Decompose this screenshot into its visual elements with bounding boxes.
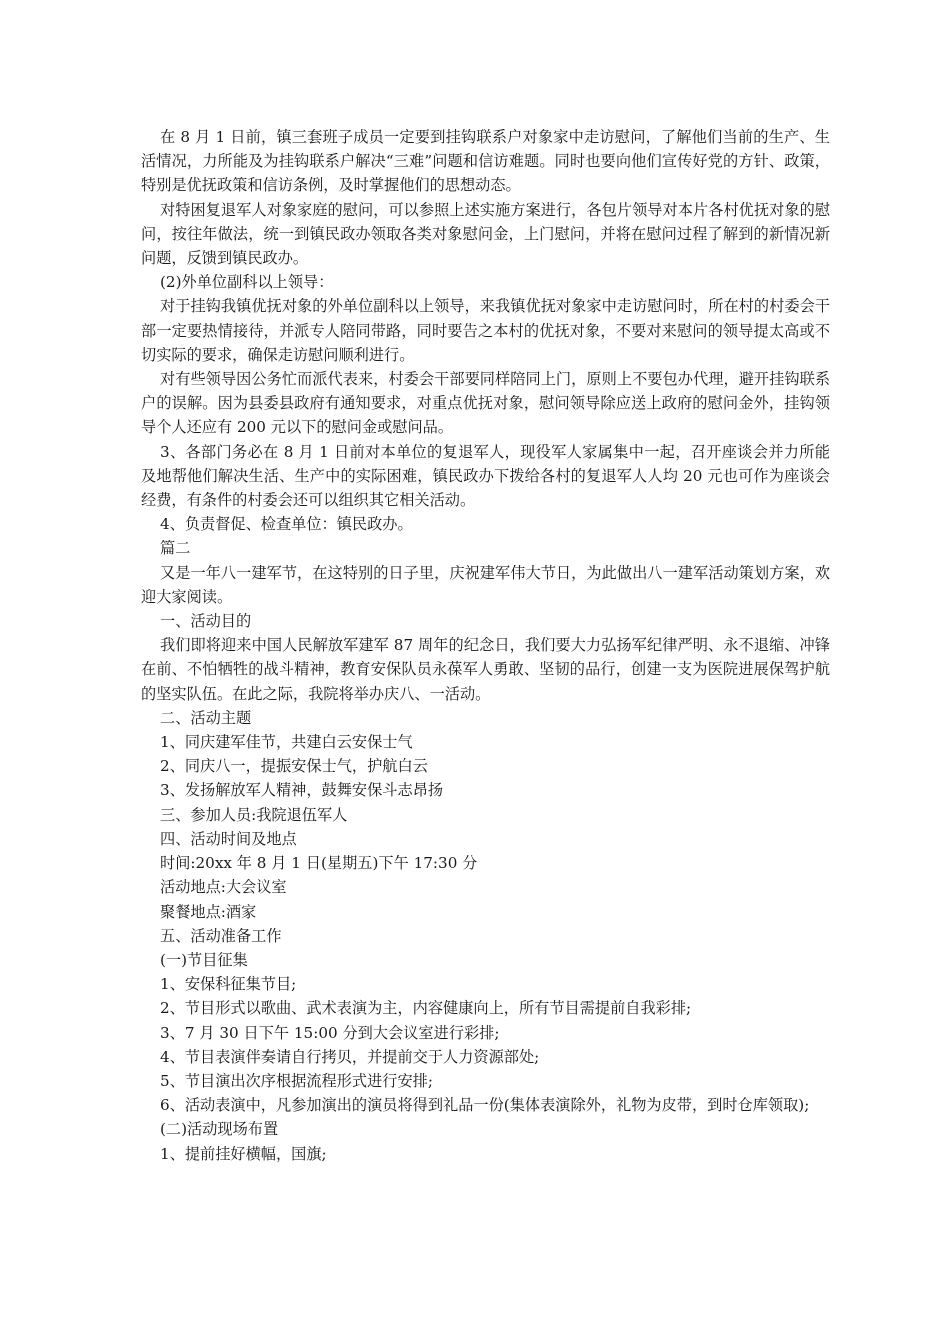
- list-item: 6、活动表演中，凡参加演出的演员将得到礼品一份(集体表演除外，礼物为皮带，到时仓库领取);: [160, 1096, 810, 1115]
- list-item: 3、发扬解放军人精神，鼓舞安保斗志昂扬: [160, 781, 444, 800]
- paragraph: 对有些领导因公务忙而派代表来，村委会干部要同样陪同上门，原则上不要包办代理，避开挂钩联系户的误解。因为县委县政府有通知要求，对重点优抚对象，慰问领导除应送上政府的慰问金外，挂钩领导个人还应有 200 元以下的慰问金或慰问品。: [141, 370, 830, 437]
- paragraph: 在 8 月 1 日前，镇三套班子成员一定要到挂钩联系户对象家中走访慰问，了解他们当前的生产、生活情况，力所能及为挂钩联系户解决“三难”问题和信访难题。同时也要向他们宣传好党的方针、政策，特别是优抚政策和信访条例，及时掌握他们的思想动态。: [141, 128, 830, 195]
- list-item: 2、节目形式以歌曲、武术表演为主，内容健康向上，所有节目需提前自我彩排;: [160, 999, 692, 1018]
- heading: 一、活动目的: [160, 612, 252, 631]
- paragraph: 对特困复退军人对象家庭的慰问，可以参照上述实施方案进行，各包片领导对本片各村优抚对象的慰问，按往年做法，统一到镇民政办领取各类对象慰问金，上门慰问，并将在慰问过程了解到的新情况新问题，反馈到镇民政办。: [141, 200, 830, 268]
- paragraph: 又是一年八一建军节，在这特别的日子里，庆祝建军伟大节日，为此做出八一建军活动策划方案，欢迎大家阅读。: [141, 563, 830, 606]
- paragraph: 时间:20xx 年 8 月 1 日(星期五)下午 17:30 分: [160, 854, 478, 873]
- heading: 四、活动时间及地点: [160, 829, 297, 848]
- heading: 五、活动准备工作: [160, 926, 282, 945]
- list-item: 1、提前挂好横幅，国旗;: [160, 1144, 327, 1163]
- section-title: 篇二: [160, 539, 191, 558]
- list-item: 2、同庆八一，提振安保士气，护航白云: [160, 757, 428, 776]
- paragraph: (2)外单位副科以上领导：: [160, 273, 334, 292]
- list-item: 3、7 月 30 日下午 15:00 分到大会议室进行彩排;: [160, 1023, 500, 1042]
- list-item: 1、同庆建军佳节，共建白云安保士气: [160, 733, 413, 752]
- subheading: (一)节目征集: [160, 950, 248, 969]
- list-item: 5、节目演出次序根据流程形式进行安排;: [160, 1071, 433, 1090]
- paragraph: 活动地点:大会议室: [160, 878, 287, 897]
- paragraph: 3、各部门务必在 8 月 1 日前对本单位的复退军人，现役军人家属集中一起，召开座谈会并力所能及地帮他们解决生活、生产中的实际困难，镇民政办下拨给各村的复退军人人均 20 元也可作为座谈会经费，有条件的村委会还可以组织其它相关活动。: [141, 442, 830, 510]
- paragraph: 对于挂钩我镇优抚对象的外单位副科以上领导，来我镇优抚对象家中走访慰问时，所在村的村委会干部一定要热情接待，并派专人陪同带路，同时要告之本村的优抚对象，不要对来慰问的领导提太高或不切实际的要求，确保走访慰问顺利进行。: [141, 297, 830, 364]
- paragraph: 4、负责督促、检查单位：镇民政办。: [160, 515, 413, 534]
- heading: 三、参加人员:我院退伍军人: [160, 805, 348, 824]
- heading: 二、活动主题: [160, 708, 252, 727]
- paragraph: 聚餐地点:酒家: [160, 902, 257, 921]
- document-body: [141, 125, 830, 1166]
- paragraph: 我们即将迎来中国人民解放军建军 87 周年的纪念日，我们要大力弘扬军纪律严明、永不退缩、冲锋在前、不怕牺牲的战斗精神，教育安保队员永葆军人勇敢、坚韧的品行，创建一支为医院进展保驾护航的坚实队伍。在此之际，我院将举办庆八、一活动。: [141, 636, 830, 703]
- subheading: (二)活动现场布置: [160, 1120, 279, 1139]
- list-item: 4、节目表演伴奏请自行拷贝，并提前交于人力资源部处;: [160, 1047, 540, 1066]
- list-item: 1、安保科征集节目;: [160, 975, 297, 994]
